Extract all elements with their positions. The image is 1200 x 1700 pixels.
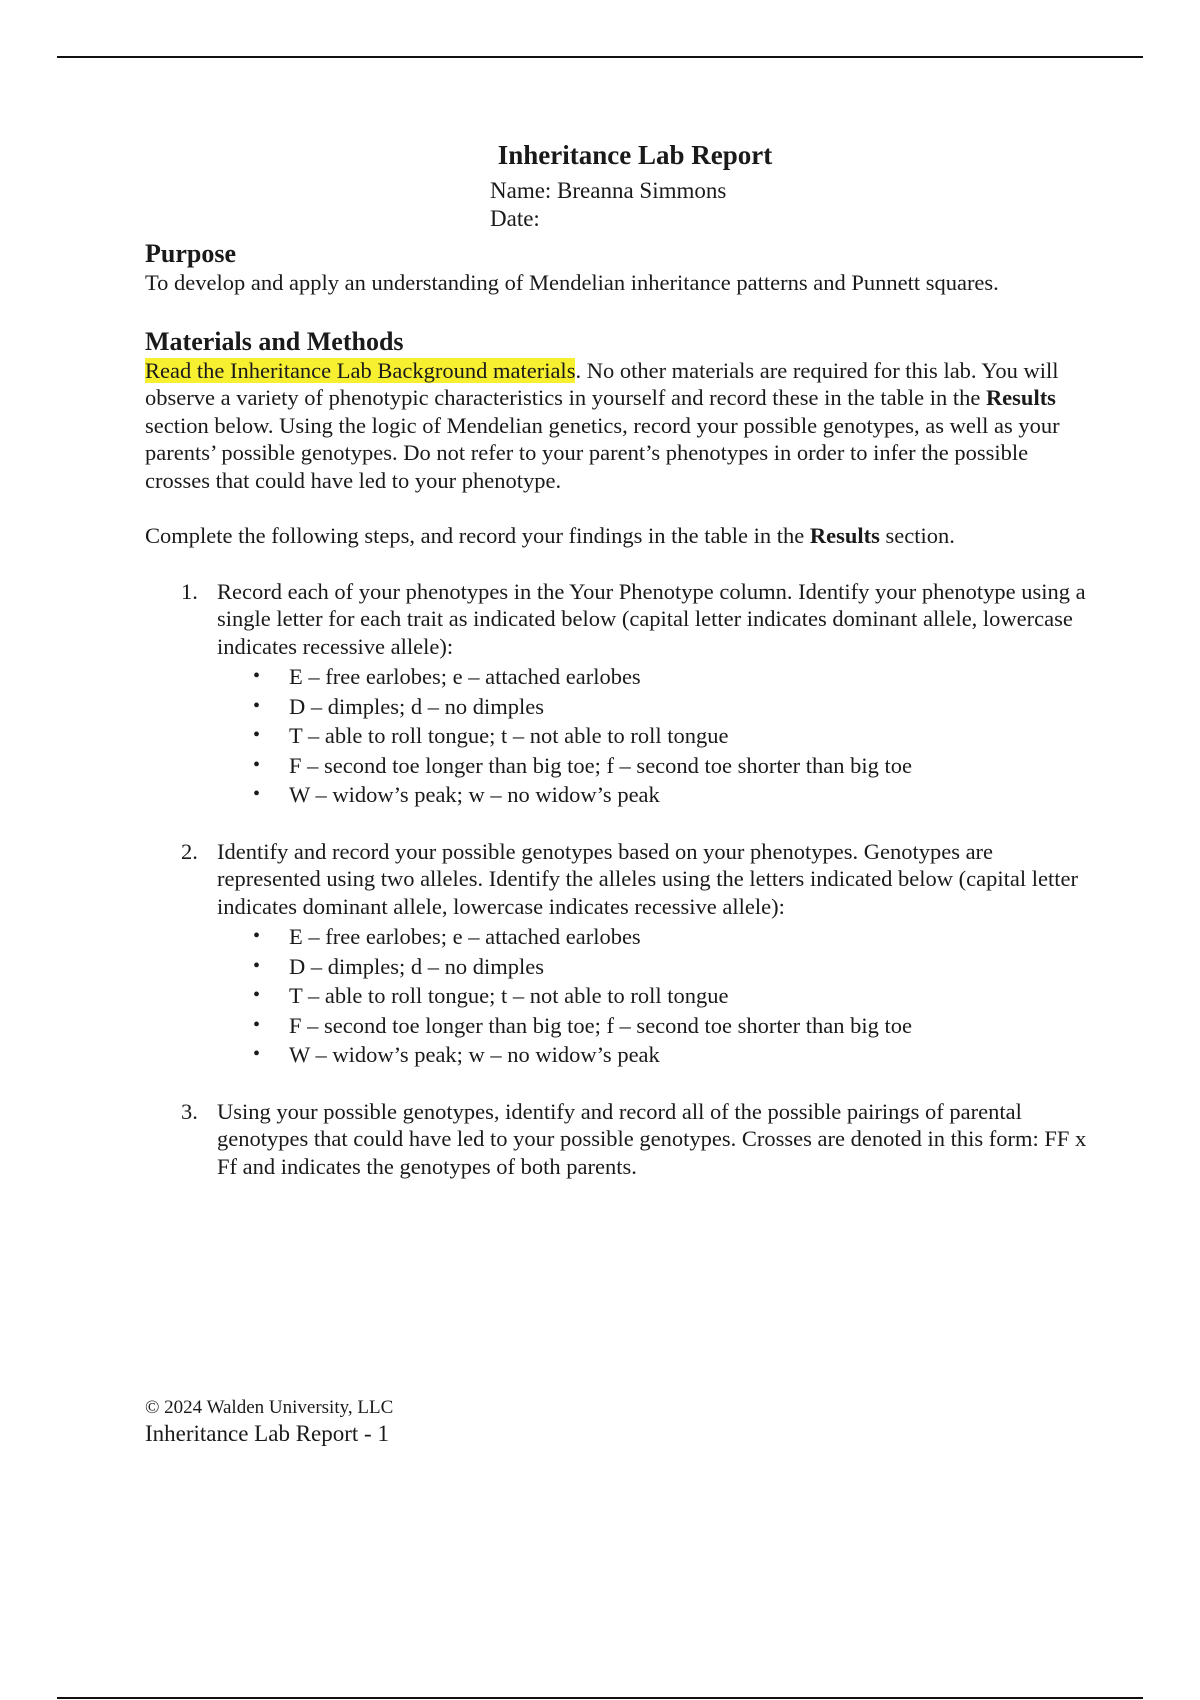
trait-item: • W – widow’s peak; w – no widow’s peak: [217, 1040, 1095, 1070]
bullet-icon: •: [253, 1013, 261, 1036]
trait-item: • F – second toe longer than big toe; f – second toe shorter than big toe: [217, 1011, 1095, 1041]
materials-paragraph: Read the Inheritance Lab Background materials. No other materials are required for this lab. You will observe a variety of phenotypic characteristics in yourself and record these in the table in the Results section below. Using the logic of Mendelian genetics, record your possible genotypes, as well as your parents’ possible genotypes. Do not refer to your parent’s phenotypes in order to infer the possible crosses that could have led to your phenotype.: [145, 357, 1060, 493]
bullet-icon: •: [253, 925, 261, 947]
instructions-paragraph: Complete the following steps, and record your findings in the table in the Results section.: [145, 523, 955, 548]
step-number: 3.: [181, 1098, 198, 1124]
name-line: Name: Breanna Simmons: [490, 178, 727, 203]
step-item: [145, 1098, 1095, 1181]
trait-list: [217, 922, 1095, 1070]
bottom-rule: [57, 1697, 1143, 1699]
trait-list: [217, 662, 1095, 810]
trait-item: • T – able to roll tongue; t – not able to roll tongue: [217, 981, 1095, 1011]
document-title: Inheritance Lab Report: [497, 140, 773, 170]
purpose-heading: Purpose: [145, 239, 236, 268]
steps-list: [145, 578, 1095, 1181]
materials-heading: Materials and Methods: [145, 326, 404, 356]
bullet-icon: •: [253, 665, 261, 687]
copyright-notice: © 2024 Walden University, LLC: [145, 1397, 394, 1418]
purpose-text: To develop and apply an understanding of Mendelian inheritance patterns and Punnett squares.: [145, 270, 999, 295]
step-item: [145, 578, 1095, 810]
step-text: Record each of your phenotypes in the Your Phenotype column. Identify your phenotype using a single letter for each trait as indicated below (capital letter indicates dominant allele, lowercase indicates recessive allele):: [217, 578, 1086, 659]
trait-item: • F – second toe longer than big toe; f – second toe shorter than big toe: [217, 751, 1095, 781]
step-text: Using your possible genotypes, identify and record all of the possible pairings of parental genotypes that could have led to your possible genotypes. Crosses are denoted in this form: FF x Ff and indicates the genotypes of both parents.: [217, 1098, 1087, 1179]
trait-item: • E – free earlobes; e – attached earlobes: [217, 662, 1095, 692]
trait-item: • T – able to roll tongue; t – not able to roll tongue: [217, 721, 1095, 751]
trait-item: • D – dimples; d – no dimples: [217, 692, 1095, 722]
trait-item: • E – free earlobes; e – attached earlobes: [217, 922, 1095, 952]
bullet-icon: •: [253, 984, 261, 1006]
top-rule: [57, 56, 1143, 58]
date-line: Date:: [490, 206, 540, 231]
step-number: 2.: [181, 838, 198, 864]
trait-item: • W – widow’s peak; w – no widow’s peak: [217, 780, 1095, 810]
trait-item: • D – dimples; d – no dimples: [217, 952, 1095, 982]
bullet-icon: •: [253, 954, 261, 977]
step-item: [145, 838, 1095, 1070]
page-footer: [145, 1396, 393, 1448]
page-label: Inheritance Lab Report - 1: [145, 1421, 389, 1446]
document-page: [145, 140, 1095, 1208]
step-text: Identify and record your possible genotypes based on your phenotypes. Genotypes are represented using two alleles. Identify the alleles using the letters indicated below (capital letter indicates dominant allele, lowercase indicates recessive allele):: [217, 838, 1078, 919]
step-number: 1.: [181, 578, 198, 604]
bullet-icon: •: [253, 724, 261, 746]
bullet-icon: •: [253, 783, 261, 805]
highlighted-text: Read the Inheritance Lab Background materials: [145, 357, 576, 383]
bullet-icon: •: [253, 753, 261, 776]
bullet-icon: •: [253, 1043, 261, 1065]
bullet-icon: •: [253, 694, 261, 717]
